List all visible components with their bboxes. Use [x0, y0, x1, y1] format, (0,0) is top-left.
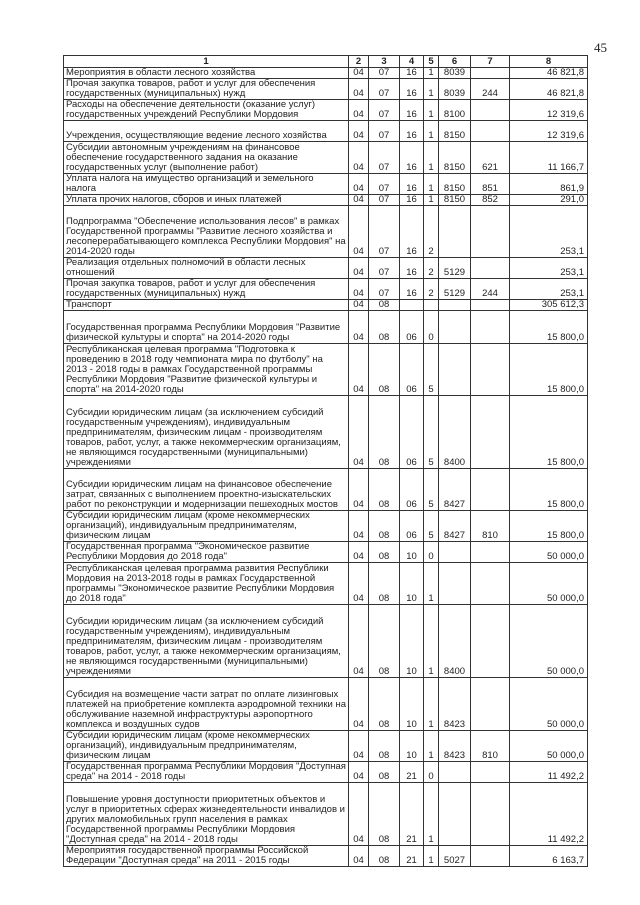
code-subsection: 08: [369, 396, 400, 469]
code-expense-type: [471, 469, 510, 511]
code-expense-type: 852: [471, 195, 510, 206]
amount: 12 319,6: [510, 121, 588, 142]
code-program: 06: [400, 396, 424, 469]
code-program: 10: [400, 563, 424, 605]
code-expense-type: [471, 783, 510, 846]
code-program: 16: [400, 79, 424, 100]
code-direction: [439, 783, 471, 846]
code-program: 16: [400, 68, 424, 79]
code-section: 04: [349, 605, 369, 678]
code-program: [400, 300, 424, 311]
code-section: 04: [349, 300, 369, 311]
code-subprogram: 1: [424, 68, 439, 79]
code-program: 10: [400, 542, 424, 563]
code-subsection: 07: [369, 174, 400, 195]
code-subsection: 07: [369, 68, 400, 79]
code-subprogram: 1: [424, 563, 439, 605]
code-direction: 8150: [439, 121, 471, 142]
table-row: [64, 469, 588, 511]
amount: 50 000,0: [510, 731, 588, 762]
amount: 15 800,0: [510, 311, 588, 344]
row-description: Субсидии юридическим лицам (кроме некоммерческих организаций), индивидуальным предпринимателям, физическим лицам: [64, 511, 349, 542]
code-subsection: 08: [369, 783, 400, 846]
code-direction: 8400: [439, 396, 471, 469]
code-expense-type: [471, 542, 510, 563]
code-section: 04: [349, 142, 369, 174]
code-direction: [439, 762, 471, 783]
code-section: 04: [349, 783, 369, 846]
row-description: Субсидии юридическим лицам (за исключением субсидий государственным учреждениям), индивидуальным предпринимателям, физическим лицам - производителям товаров, работ, услуг, а также некоммерческим организациям, не являющимся государственными (муниципальными) учреждениями: [64, 605, 349, 678]
table-row: [64, 605, 588, 678]
code-program: 06: [400, 469, 424, 511]
code-expense-type: 244: [471, 279, 510, 300]
code-section: 04: [349, 762, 369, 783]
code-direction: 8423: [439, 731, 471, 762]
table-row: [64, 344, 588, 396]
code-program: 16: [400, 206, 424, 258]
code-program: 21: [400, 783, 424, 846]
code-expense-type: 851: [471, 174, 510, 195]
code-direction: [439, 344, 471, 396]
code-section: 04: [349, 511, 369, 542]
amount: 11 492,2: [510, 762, 588, 783]
code-section: 04: [349, 206, 369, 258]
row-description: Государственная программа "Экономическое развитие Республики Мордовия до 2018 года": [64, 542, 349, 563]
code-program: 16: [400, 195, 424, 206]
code-subprogram: 1: [424, 731, 439, 762]
row-description: Транспорт: [64, 300, 349, 311]
amount: 291,0: [510, 195, 588, 206]
code-program: 16: [400, 174, 424, 195]
code-subprogram: 0: [424, 311, 439, 344]
budget-table: [63, 55, 588, 867]
table-row: [64, 311, 588, 344]
amount: 253,1: [510, 258, 588, 279]
row-description: Субсидии юридическим лицам (за исключением субсидий государственным учреждениям), индивидуальным предпринимателям, физическим лицам - производителям товаров, работ, услуг, а также некоммерческим организациям, не являющимся государственными (муниципальными) учреждениями: [64, 396, 349, 469]
code-subsection: 07: [369, 279, 400, 300]
code-direction: 5027: [439, 846, 471, 867]
code-section: 04: [349, 396, 369, 469]
code-direction: 8400: [439, 605, 471, 678]
amount: 11 166,7: [510, 142, 588, 174]
code-section: 04: [349, 469, 369, 511]
code-direction: [439, 563, 471, 605]
code-subprogram: 1: [424, 678, 439, 731]
code-section: 04: [349, 100, 369, 121]
table-row: [64, 542, 588, 563]
code-direction: 8150: [439, 174, 471, 195]
code-program: 16: [400, 258, 424, 279]
code-program: 16: [400, 121, 424, 142]
code-subprogram: 1: [424, 195, 439, 206]
code-expense-type: [471, 344, 510, 396]
code-direction: 5129: [439, 258, 471, 279]
row-description: Субсидии автономным учреждениям на финансовое обеспечение государственного задания на оказание государственных услуг (выполнение работ): [64, 142, 349, 174]
amount: 15 800,0: [510, 469, 588, 511]
amount: 50 000,0: [510, 542, 588, 563]
code-expense-type: [471, 311, 510, 344]
amount: 12 319,6: [510, 100, 588, 121]
row-description: Субсидии юридическим лицам на финансовое обеспечение затрат, связанных с выполнением проектно-изыскательских работ по реконструкции и модернизации пешеходных мостов: [64, 469, 349, 511]
code-section: 04: [349, 311, 369, 344]
code-direction: [439, 206, 471, 258]
code-direction: [439, 542, 471, 563]
code-expense-type: [471, 100, 510, 121]
code-subprogram: 5: [424, 469, 439, 511]
code-subprogram: 2: [424, 279, 439, 300]
row-description: Прочая закупка товаров, работ и услуг для обеспечения государственных (муниципальных) нужд: [64, 279, 349, 300]
code-subsection: 08: [369, 846, 400, 867]
code-subprogram: 1: [424, 783, 439, 846]
code-expense-type: [471, 258, 510, 279]
amount: 6 163,7: [510, 846, 588, 867]
amount: 861,9: [510, 174, 588, 195]
code-section: 04: [349, 258, 369, 279]
header-cell: 6: [439, 56, 471, 68]
code-subprogram: 5: [424, 344, 439, 396]
table-row: [64, 678, 588, 731]
code-subprogram: 5: [424, 511, 439, 542]
amount: 50 000,0: [510, 605, 588, 678]
code-program: 10: [400, 605, 424, 678]
code-section: 04: [349, 121, 369, 142]
code-subprogram: 1: [424, 79, 439, 100]
code-section: 04: [349, 678, 369, 731]
code-expense-type: 810: [471, 511, 510, 542]
code-expense-type: [471, 605, 510, 678]
table-row: [64, 511, 588, 542]
table-row: [64, 195, 588, 206]
table-row: [64, 258, 588, 279]
code-program: 10: [400, 731, 424, 762]
code-expense-type: [471, 300, 510, 311]
code-section: 04: [349, 195, 369, 206]
code-expense-type: [471, 121, 510, 142]
code-subsection: 07: [369, 142, 400, 174]
amount: 50 000,0: [510, 563, 588, 605]
code-subprogram: 0: [424, 542, 439, 563]
table-row: [64, 121, 588, 142]
code-expense-type: 621: [471, 142, 510, 174]
code-expense-type: [471, 678, 510, 731]
code-direction: 8100: [439, 100, 471, 121]
table-row: [64, 846, 588, 867]
table-row: [64, 279, 588, 300]
code-expense-type: 810: [471, 731, 510, 762]
code-subprogram: 2: [424, 258, 439, 279]
code-subsection: 08: [369, 762, 400, 783]
code-section: 04: [349, 542, 369, 563]
table-body: [64, 68, 588, 867]
code-program: 06: [400, 344, 424, 396]
code-subprogram: 1: [424, 142, 439, 174]
row-description: Расходы на обеспечение деятельности (оказание услуг) государственных учреждений Республики Мордовия: [64, 100, 349, 121]
code-subsection: 08: [369, 469, 400, 511]
code-subsection: 08: [369, 542, 400, 563]
header-cell: 3: [369, 56, 400, 68]
code-subprogram: 1: [424, 100, 439, 121]
table-row: [64, 731, 588, 762]
row-description: Субсидии юридическим лицам (кроме некоммерческих организаций), индивидуальным предпринимателям, физическим лицам: [64, 731, 349, 762]
code-subsection: 08: [369, 344, 400, 396]
code-section: 04: [349, 344, 369, 396]
code-expense-type: [471, 846, 510, 867]
table-row: [64, 68, 588, 79]
code-direction: 8427: [439, 511, 471, 542]
code-subsection: 08: [369, 300, 400, 311]
code-direction: 8150: [439, 142, 471, 174]
amount: 253,1: [510, 279, 588, 300]
code-program: 10: [400, 678, 424, 731]
code-direction: 8427: [439, 469, 471, 511]
code-expense-type: 244: [471, 79, 510, 100]
table-row: [64, 142, 588, 174]
row-description: Мероприятия государственной программы Российской Федерации "Доступная среда" на 2011 - 2015 годы: [64, 846, 349, 867]
header-cell: 2: [349, 56, 369, 68]
code-subsection: 08: [369, 311, 400, 344]
code-program: 21: [400, 846, 424, 867]
code-subsection: 08: [369, 563, 400, 605]
code-direction: 5129: [439, 279, 471, 300]
code-expense-type: [471, 206, 510, 258]
amount: 15 800,0: [510, 396, 588, 469]
amount: 305 612,3: [510, 300, 588, 311]
code-section: 04: [349, 846, 369, 867]
table-row: [64, 300, 588, 311]
code-subsection: 07: [369, 206, 400, 258]
amount: 253,1: [510, 206, 588, 258]
code-program: 16: [400, 142, 424, 174]
code-subprogram: 1: [424, 605, 439, 678]
row-description: Республиканская целевая программа развития Республики Мордовия на 2013-2018 годы в рамках Государственной программы "Экономическое развитие Республики Мордовия до 2018 года": [64, 563, 349, 605]
code-program: 06: [400, 511, 424, 542]
row-description: Подпрограмма "Обеспечение использования лесов" в рамках Государственной программы "Развитие лесного хозяйства и лесоперерабатывающего комплекса Республики Мордовия" на 2014-2020 годы: [64, 206, 349, 258]
code-direction: [439, 300, 471, 311]
row-description: Уплата прочих налогов, сборов и иных платежей: [64, 195, 349, 206]
header-cell: 5: [424, 56, 439, 68]
code-subsection: 08: [369, 731, 400, 762]
row-description: Республиканская целевая программа "Подготовка к проведению в 2018 году чемпионата мира по футболу" на 2013 - 2018 годы в рамках Государственной программы Республики Мордовия "Развитие физической культуры и спорта" на 2014-2020 годы: [64, 344, 349, 396]
code-direction: [439, 311, 471, 344]
code-subprogram: 1: [424, 846, 439, 867]
code-program: 16: [400, 279, 424, 300]
code-section: 04: [349, 174, 369, 195]
code-direction: 8150: [439, 195, 471, 206]
code-program: 06: [400, 311, 424, 344]
code-subsection: 08: [369, 511, 400, 542]
code-subsection: 07: [369, 121, 400, 142]
row-description: Повышение уровня доступности приоритетных объектов и услуг в приоритетных сферах жизнедеятельности инвалидов и других маломобильных групп населения в рамках Государственной программы Республики Мордовия "Доступная среда" на 2014 - 2018 годы: [64, 783, 349, 846]
row-description: Прочая закупка товаров, работ и услуг для обеспечения государственных (муниципальных) нужд: [64, 79, 349, 100]
code-subsection: 08: [369, 605, 400, 678]
code-direction: 8039: [439, 79, 471, 100]
code-subsection: 07: [369, 258, 400, 279]
header-cell: 4: [400, 56, 424, 68]
code-section: 04: [349, 279, 369, 300]
code-expense-type: [471, 396, 510, 469]
header-cell: 7: [471, 56, 510, 68]
table-row: [64, 79, 588, 100]
amount: 46 821,8: [510, 79, 588, 100]
code-section: 04: [349, 563, 369, 605]
code-subprogram: 1: [424, 121, 439, 142]
code-section: 04: [349, 79, 369, 100]
code-subprogram: [424, 300, 439, 311]
header-cell: 8: [510, 56, 588, 68]
code-subprogram: 1: [424, 174, 439, 195]
row-description: Уплата налога на имущество организаций и земельного налога: [64, 174, 349, 195]
code-subsection: 07: [369, 79, 400, 100]
row-description: Мероприятия в области лесного хозяйства: [64, 68, 349, 79]
amount: 50 000,0: [510, 678, 588, 731]
table-row: [64, 174, 588, 195]
code-expense-type: [471, 563, 510, 605]
amount: 11 492,2: [510, 783, 588, 846]
table-row: [64, 563, 588, 605]
code-expense-type: [471, 68, 510, 79]
code-subprogram: 0: [424, 762, 439, 783]
row-description: Государственная программа Республики Мордовия "Доступная среда" на 2014 - 2018 годы: [64, 762, 349, 783]
code-subprogram: 5: [424, 396, 439, 469]
code-subsection: 07: [369, 100, 400, 121]
page-number: 45: [594, 40, 607, 55]
code-subprogram: 2: [424, 206, 439, 258]
table-row: [64, 762, 588, 783]
table-row: [64, 206, 588, 258]
row-description: Субсидия на возмещение части затрат по оплате лизинговых платежей на приобретение комплекта аэродромной техники на обслуживание наземной инфраструктуры аэропортного комплекса и воздушных судов: [64, 678, 349, 731]
code-subsection: 08: [369, 678, 400, 731]
code-section: 04: [349, 731, 369, 762]
code-section: 04: [349, 68, 369, 79]
code-direction: 8423: [439, 678, 471, 731]
amount: 46 821,8: [510, 68, 588, 79]
table-row: [64, 783, 588, 846]
row-description: Учреждения, осуществляющие ведение лесного хозяйства: [64, 121, 349, 142]
code-program: 16: [400, 100, 424, 121]
amount: 15 800,0: [510, 344, 588, 396]
header-cell: 1: [64, 56, 349, 68]
row-description: Государственная программа Республики Мордовия "Развитие физической культуры и спорта" на 2014-2020 годы: [64, 311, 349, 344]
table-row: [64, 100, 588, 121]
code-program: 21: [400, 762, 424, 783]
code-direction: 8039: [439, 68, 471, 79]
table-header-row: [64, 56, 588, 68]
code-expense-type: [471, 762, 510, 783]
code-subsection: 07: [369, 195, 400, 206]
row-description: Реализация отдельных полномочий в области лесных отношений: [64, 258, 349, 279]
amount: 15 800,0: [510, 511, 588, 542]
table-row: [64, 396, 588, 469]
